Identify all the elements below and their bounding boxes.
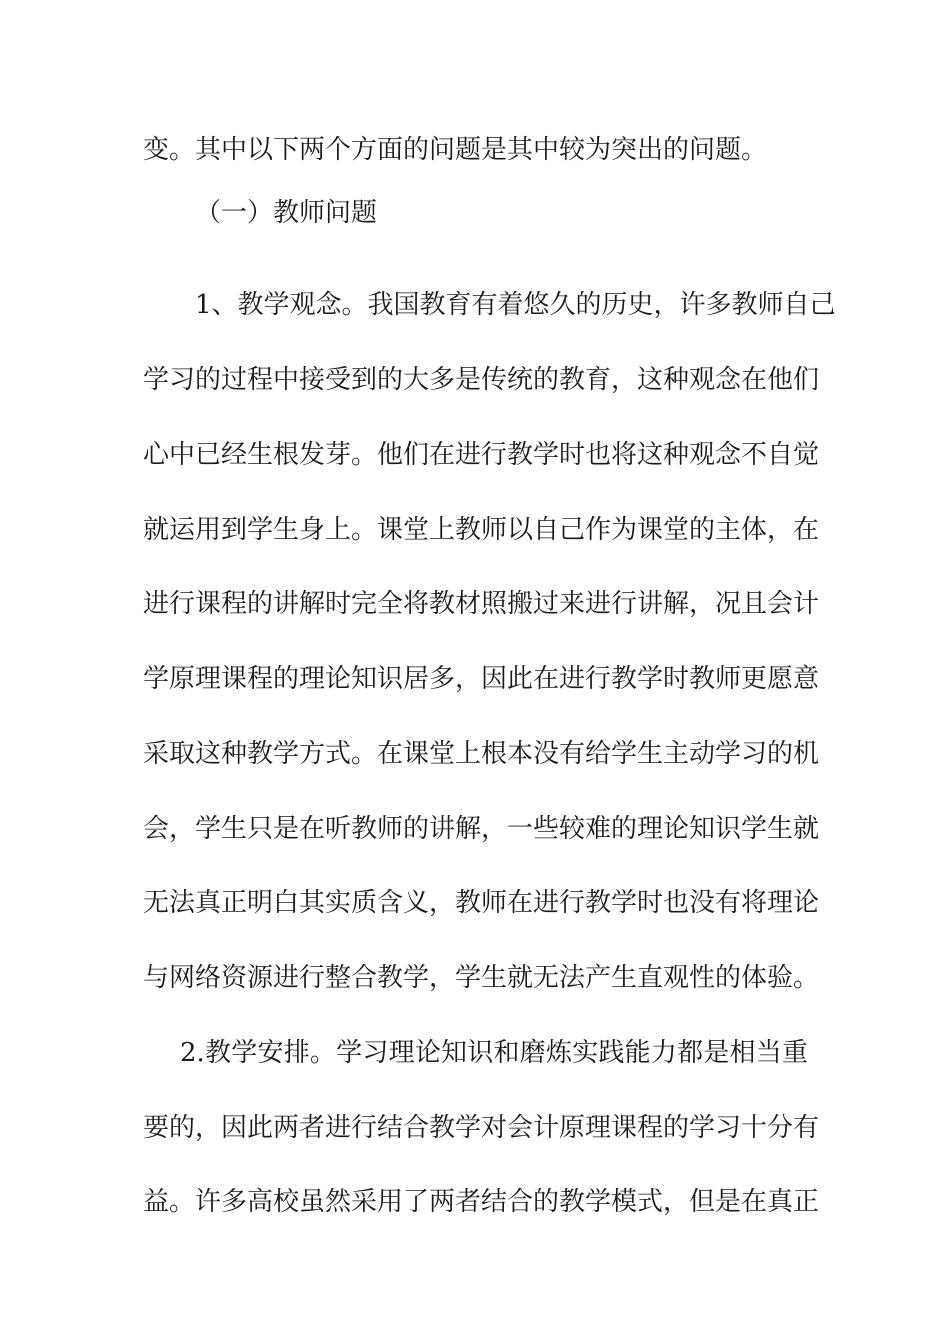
text-line: 学习的过程中接受到的大多是传统的教育，这种观念在他们 [143, 365, 820, 395]
text-line: 采取这种教学方式。在课堂上根本没有给学生主动学习的机 [143, 739, 820, 769]
text-line: 变。其中以下两个方面的问题是其中较为突出的问题。 [143, 135, 768, 165]
text-line: 进行课程的讲解时完全将教材照搬过来进行讲解，况且会计 [143, 589, 820, 619]
text-line: 无法真正明白其实质含义，教师在进行教学时也没有将理论 [143, 888, 820, 918]
text-line: 2.教学安排。学习理论知识和磨炼实践能力都是相当重 [180, 1038, 808, 1068]
text-line: 益。许多高校虽然采用了两者结合的教学模式，但是在真正 [143, 1187, 820, 1217]
text-line: 会，学生只是在听教师的讲解，一些较难的理论知识学生就 [143, 814, 820, 844]
text-line: 心中已经生根发芽。他们在进行教学时也将这种观念不自觉 [143, 440, 820, 470]
text-line: 学原理课程的理论知识居多，因此在进行教学时教师更愿意 [143, 664, 820, 694]
section-heading: （一）教师问题 [195, 198, 378, 228]
text-line: 要的，因此两者进行结合教学对会计原理课程的学习十分有 [143, 1113, 820, 1143]
text-line: 与网络资源进行整合教学，学生就无法产生直观性的体验。 [143, 963, 820, 993]
text-line: 1、教学观念。我国教育有着悠久的历史，许多教师自己 [195, 290, 836, 320]
text-line: 就运用到学生身上。课堂上教师以自己作为课堂的主体，在 [143, 515, 820, 545]
